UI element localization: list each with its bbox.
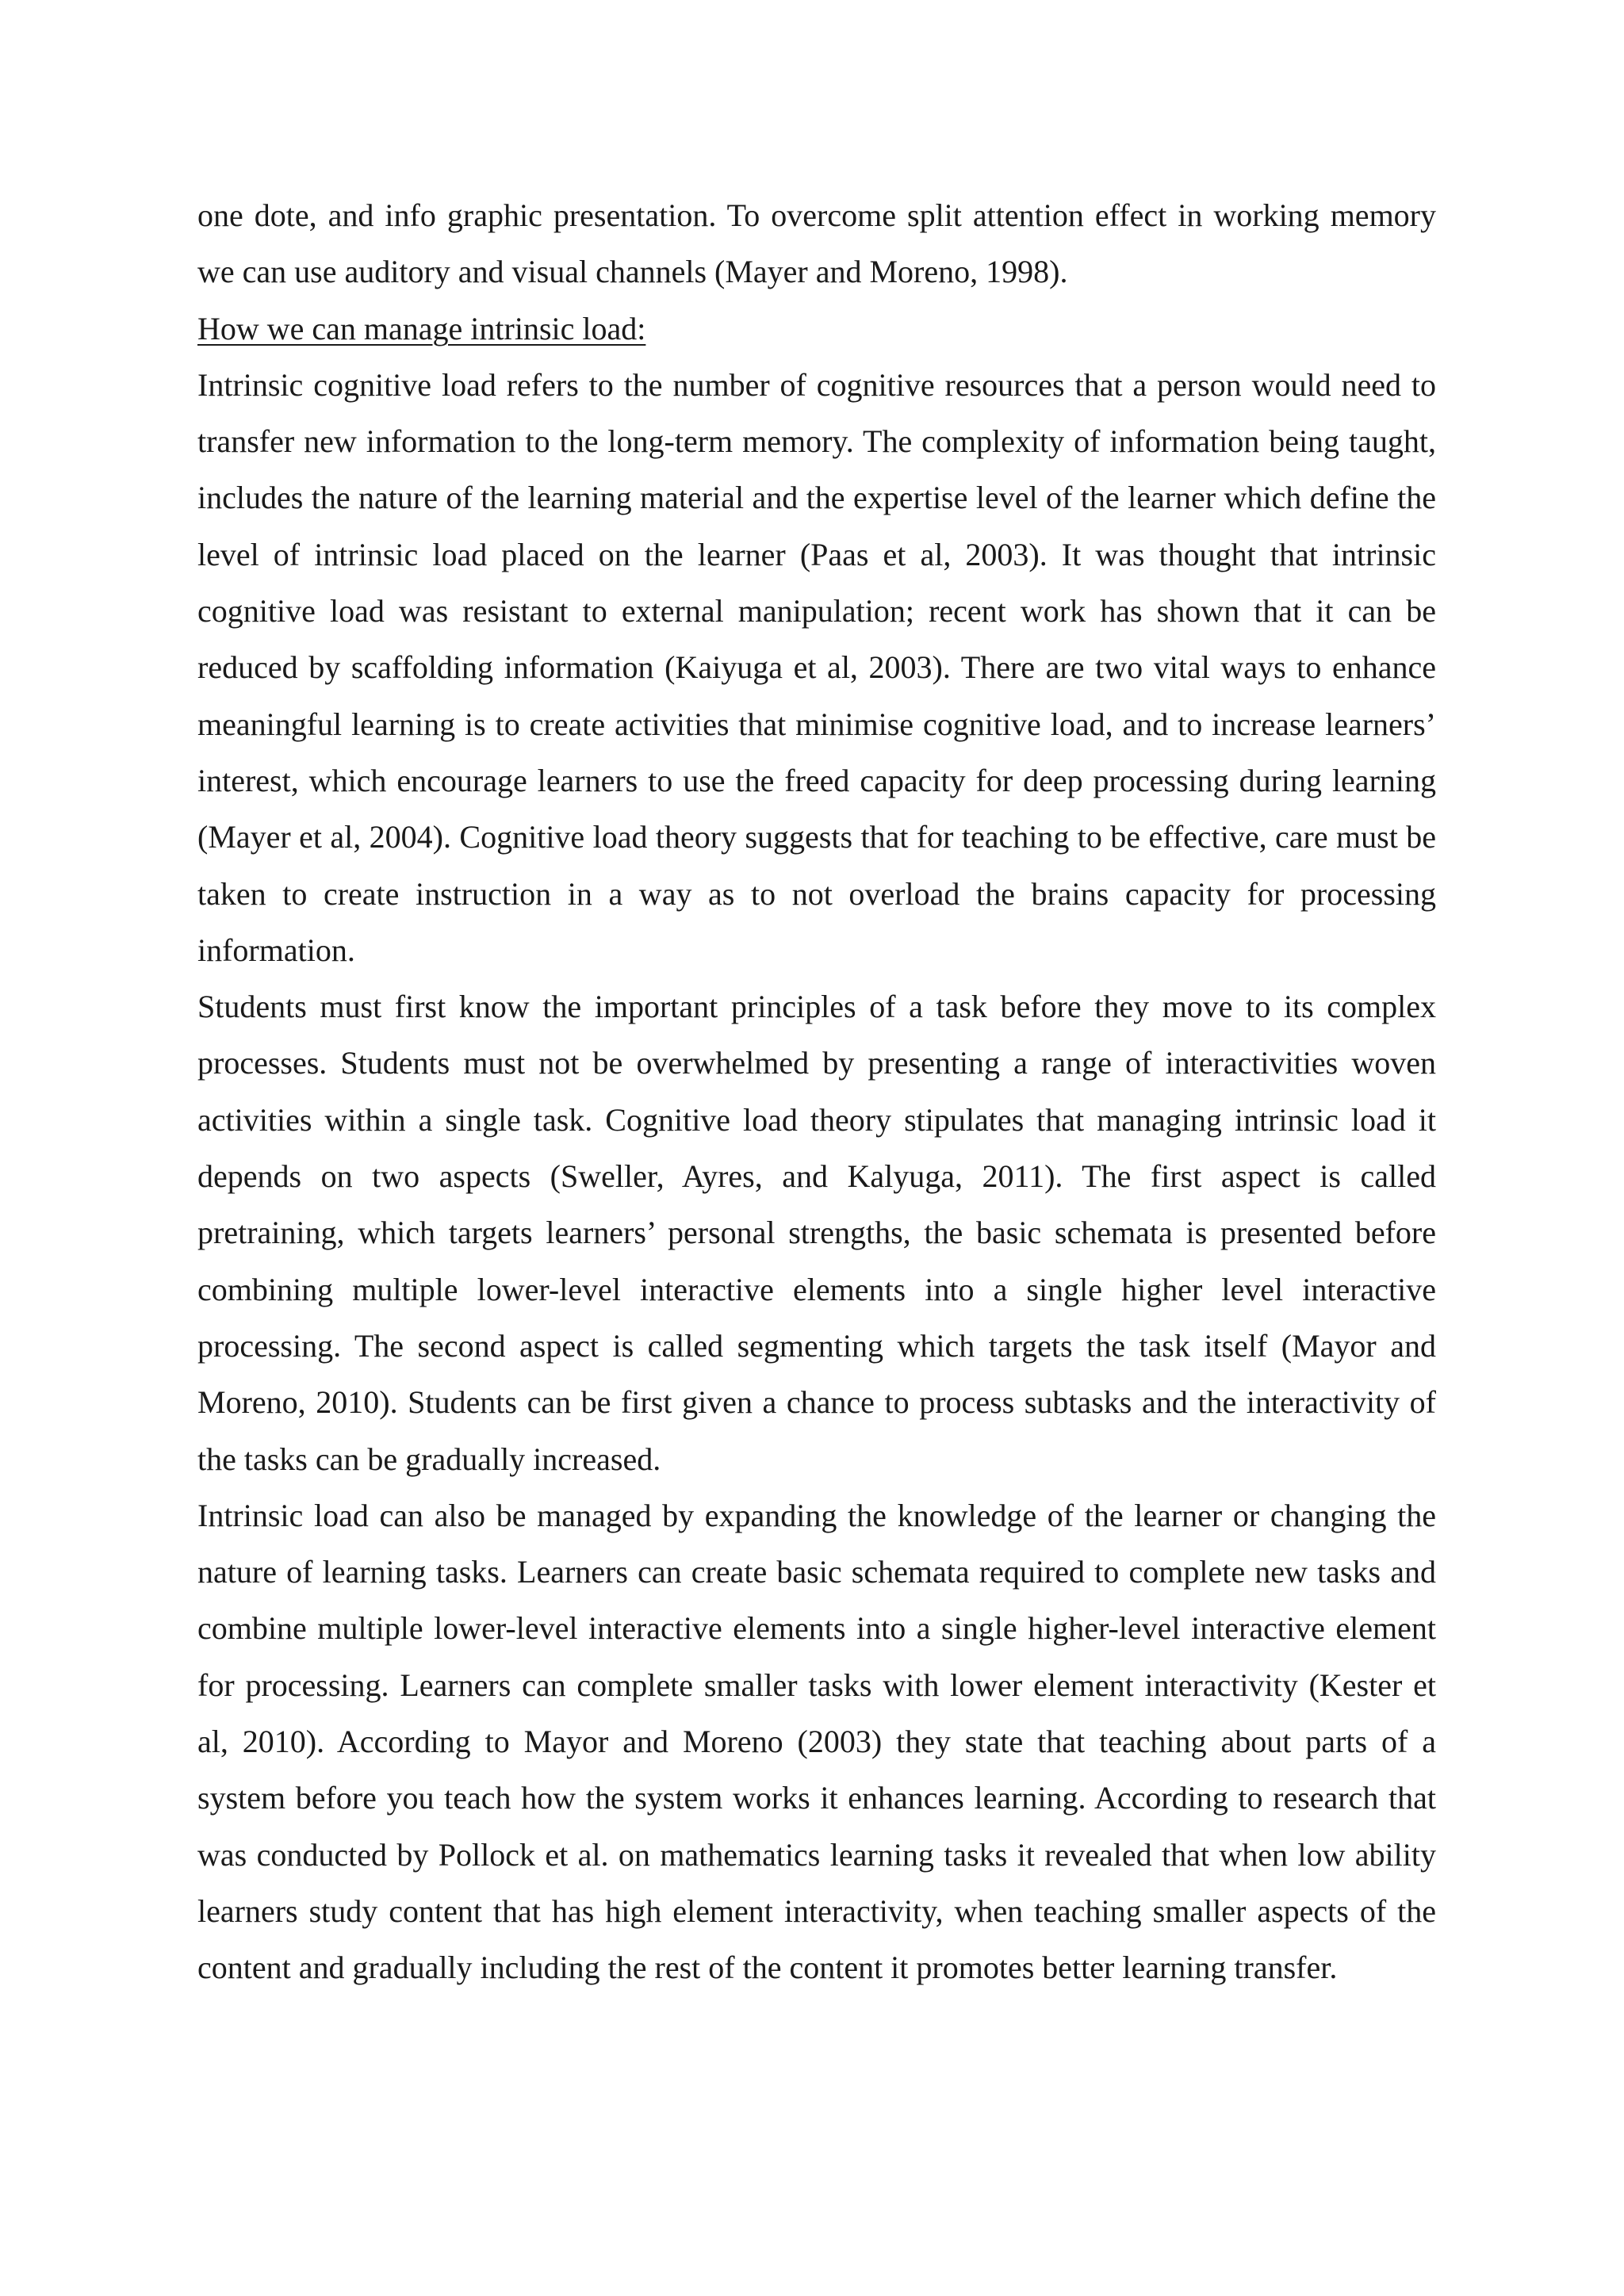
- paragraph-intrinsic-load: Intrinsic cognitive load refers to the number of cognitive resources that a person would need to transfer new information to the long-term memory. The complexity of information being taught, includes the nature of the learning material and the expertise level of the learner which define the level of intrinsic load placed on the learner (Paas et al, 2003). It was thought that intrinsic cognitive load was resistant to external manipulation; recent work has shown that it can be reduced by scaffolding information (Kaiyuga et al, 2003). There are two vital ways to enhance meaningful learning is to create activities that minimise cognitive load, and to increase learners’ interest, which encourage learners to use the freed capacity for deep processing during learning (Mayer et al, 2004). Cognitive load theory suggests that for teaching to be effective, care must be taken to create instruction in a way as to not overload the brains capacity for processing information.: [197, 366, 1436, 968]
- paragraph-intro: one dote, and info graphic presentation. To overcome split attention effect in working memory we can use auditory and visual channels (Mayer and Moreno, 1998).: [197, 197, 1436, 290]
- section-heading: How we can manage intrinsic load:: [197, 310, 646, 346]
- document-body: [197, 187, 1436, 1996]
- paragraph-students: Students must first know the important principles of a task before they move to its complex processes. Students must not be overwhelmed by presenting a range of interactivities woven activities within a single task. Cognitive load theory stipulates that managing intrinsic load it depends on two aspects (Sweller, Ayres, and Kalyuga, 2011). The first aspect is called pretraining, which targets learners’ personal strengths, the basic schemata is presented before combining multiple lower-level interactive elements into a single higher level interactive processing. The second aspect is called segmenting which targets the task itself (Mayor and Moreno, 2010). Students can be first given a chance to process subtasks and the interactivity of the tasks can be gradually increased.: [197, 989, 1436, 1477]
- paragraph-managing: Intrinsic load can also be managed by expanding the knowledge of the learner or changing the nature of learning tasks. Learners can create basic schemata required to complete new tasks and combine multiple lower-level interactive elements into a single higher-level interactive element for processing. Learners can complete smaller tasks with lower element interactivity (Kester et al, 2010). According to Mayor and Moreno (2003) they state that teaching about parts of a system before you teach how the system works it enhances learning. According to research that was conducted by Pollock et al. on mathematics learning tasks it revealed that when low ability learners study content that has high element interactivity, when teaching smaller aspects of the content and gradually including the rest of the content it promotes better learning transfer.: [197, 1497, 1436, 1986]
